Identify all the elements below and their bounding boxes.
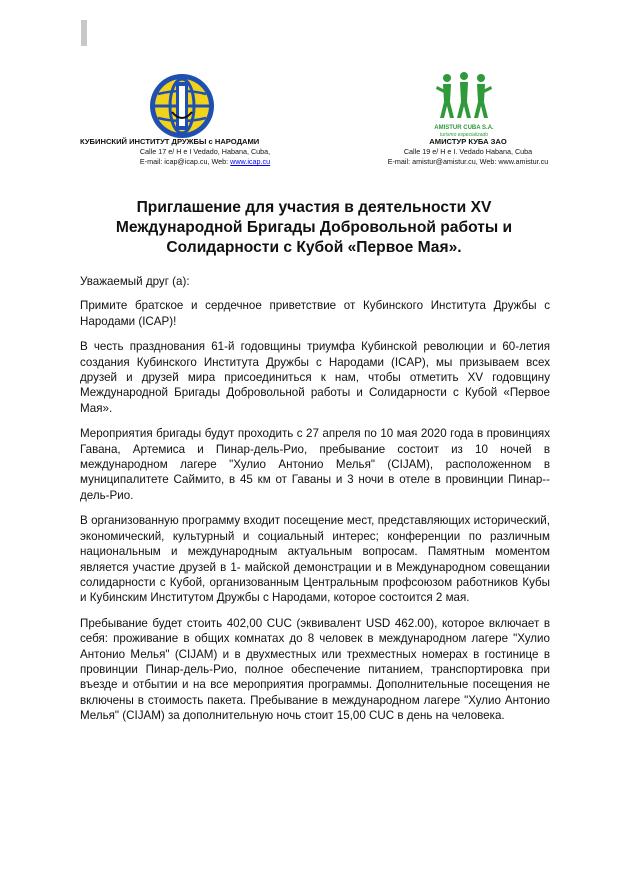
body-paragraph: Пребывание будет стоить 402,00 CUC (эквивалент USD 462.00), которое включает в себя: проживание в общих комнатах до 8 человек в международном лагере "Хулио Антонио Мелья" (CIJAM) и в двухместных или трехместных номерах в гостинице в провинции Пинар-дель-Рио, полное обеспечение питанием, транспортировка при въезде и отбытии и на все мероприятия программы. Дополнительные посещения не включены в стоимость пакета. Пребывание в международном лагере "Хулио Антонио Мелья" (CIJAM) за дополнительную ночь стоит 15,00 CUC в день на человека. xyxy=(80,616,550,723)
icap-org-name: КУБИНСКИЙ ИНСТИТУТ ДРУЖБЫ с НАРОДАМИ xyxy=(80,137,260,146)
amistur-logo-text: AMISTUR CUBA S.A. xyxy=(434,125,494,131)
amistur-contact: E-mail: amistur@amistur.cu, Web: www.amistur.cu xyxy=(387,157,549,166)
document-body xyxy=(80,274,550,734)
icap-globe-logo-icon xyxy=(148,72,216,140)
document-title: Приглашение для участия в деятельности XV Международной Бригады Добровольной работы и Солидарности с Кубой «Первое Мая». xyxy=(115,199,513,256)
body-paragraph: В честь празднования 61-й годовщины триумфа Кубинской революции и 60-летия создания Кубинского Института Дружбы с Народами (ICAP), мы призываем всех друзей и друзей мира присоединиться к нам, чтобы отметить XV годовщину Международной Бригады Добровольной работы и Солидарности с Кубой «Первое Мая». xyxy=(80,340,550,415)
body-paragraph: В организованную программу входит посещение мест, представляющих исторический, экономический, культурный и социальный интерес; конференции по различным национальным и международным актуальным вопросам. Памятным моментом является участие друзей в 1- майской демонстрации и в Международном совещании солидарности с Кубой, организованным Центральным профсоюзом работников Кубы и Кубинским Институтом Дружбы с Народами, которое состоится 2 мая. xyxy=(80,514,550,605)
amistur-org-info xyxy=(348,137,588,167)
icap-org-info xyxy=(80,137,330,167)
amistur-org-name: АМИСТУР КУБА ЗАО xyxy=(429,137,507,146)
amistur-logo xyxy=(427,72,501,136)
amistur-logo-subtext: turismo especializado xyxy=(439,132,489,138)
amistur-address: Calle 19 e/ H e I. Vedado Habana, Cuba xyxy=(403,147,533,156)
letterhead xyxy=(0,0,630,180)
amistur-figures-icon xyxy=(427,72,501,120)
body-paragraph: Мероприятия бригады будут проходить с 27 апреля по 10 мая 2020 года в провинциях Гавана, Артемиса и Пинар-дель-Рио, пребывание состоит из 10 ночей в международном лагере "Хулио Антонио Мелья" (CIJAM), расположенном в муниципалитете Саймито, в 45 км от Гаваны и 3 ночи в отеле в провинции Пинар--дель-Рио. xyxy=(80,427,550,502)
greeting-paragraph: Уважаемый друг (а): xyxy=(80,275,190,288)
icap-address: Calle 17 e/ H e I Vedado, Habana, Cuba, xyxy=(139,147,271,156)
icap-contact-prefix: E-mail: icap@icap.cu, Web: xyxy=(139,157,231,166)
body-paragraph: Примите братское и сердечное приветствие от Кубинского Института Дружбы с Народами (ICAP)! xyxy=(80,299,550,328)
icap-web-link[interactable]: www.icap.cu xyxy=(230,157,271,166)
icap-contact-line xyxy=(80,157,330,167)
